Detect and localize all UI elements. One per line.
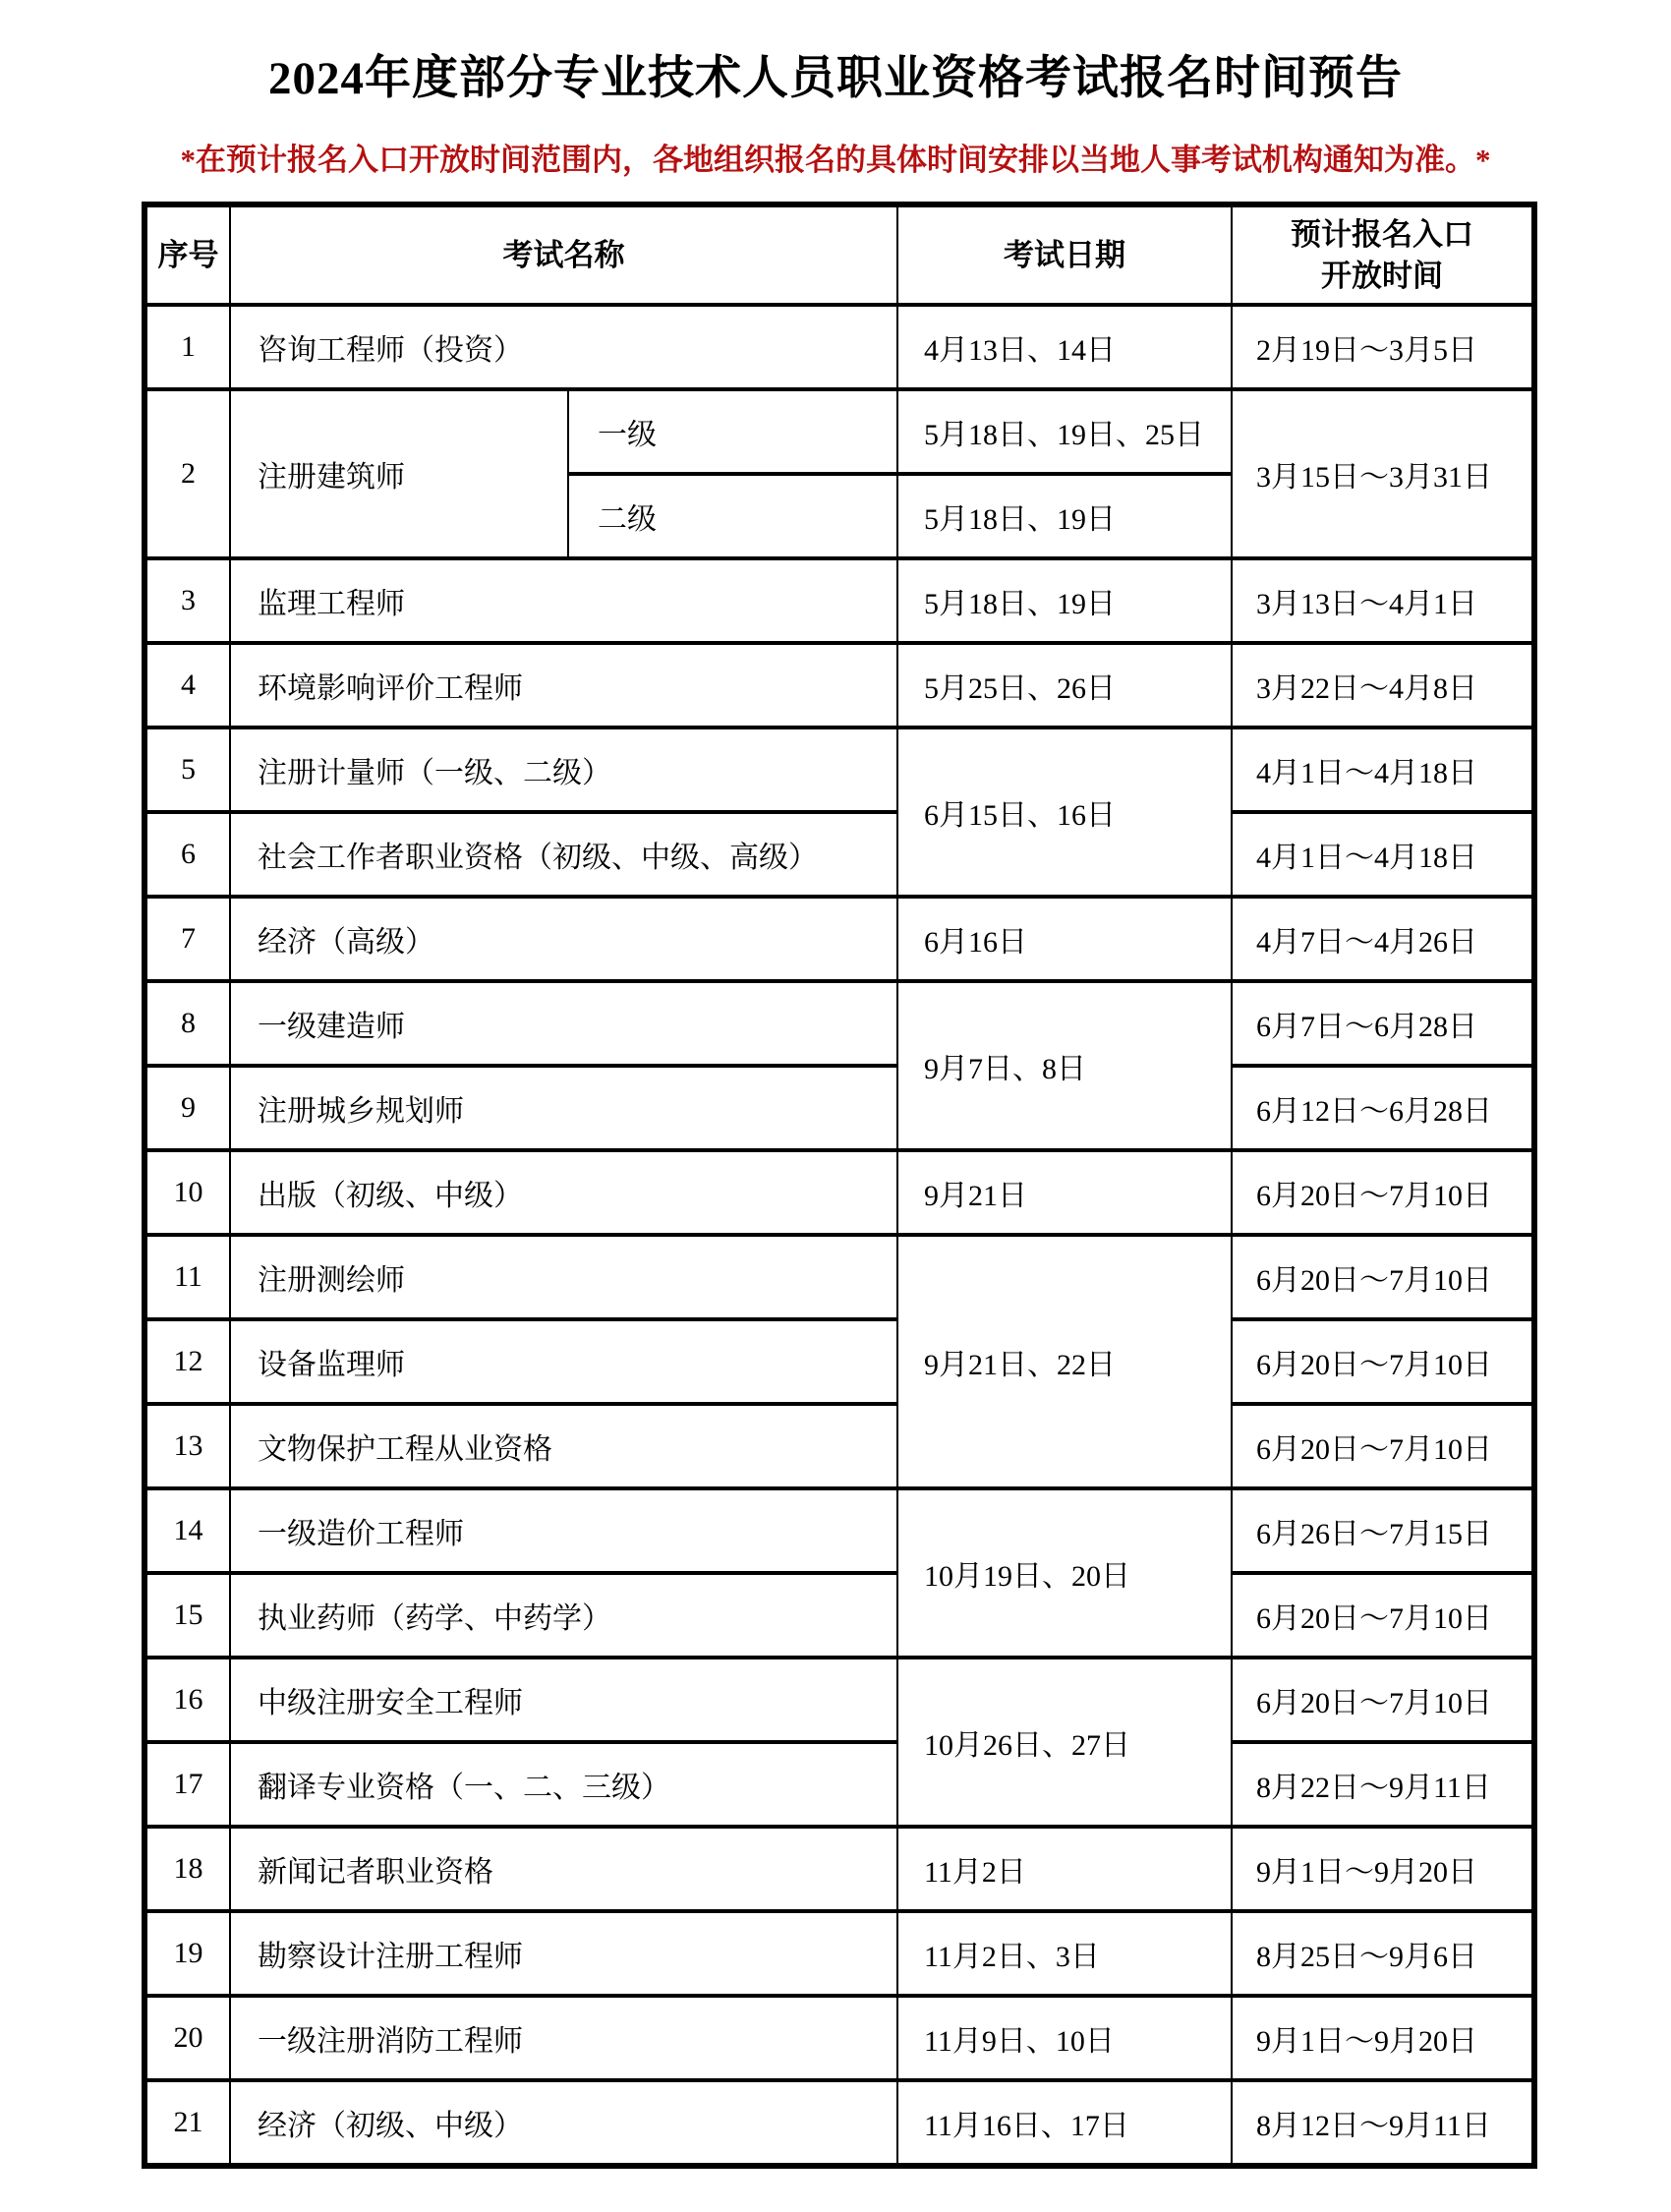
registration-window-cell: 8月25日～9月6日 [1232, 1911, 1534, 1996]
table-row [144, 1658, 1534, 1742]
header-registration-window-line1: 预计报名入口 [1291, 216, 1473, 252]
registration-window-cell: 6月12日～6月28日 [1232, 1066, 1534, 1150]
registration-window-cell: 3月13日～4月1日 [1232, 558, 1534, 643]
registration-window-cell: 6月20日～7月10日 [1232, 1404, 1534, 1488]
table-row [144, 812, 1534, 897]
row-number-cell: 13 [144, 1404, 230, 1488]
table-row [144, 1319, 1534, 1404]
registration-window-cell: 8月22日～9月11日 [1232, 1742, 1534, 1827]
registration-window-cell: 9月1日～9月20日 [1232, 1996, 1534, 2080]
header-exam-date: 考试日期 [897, 204, 1232, 305]
row-number-cell: 12 [144, 1319, 230, 1404]
table-row [144, 1404, 1534, 1488]
exam-date-cell: 11月2日 [897, 1827, 1232, 1911]
exam-name-cell: 监理工程师 [230, 558, 897, 643]
table-row [144, 1573, 1534, 1658]
table-row [144, 897, 1534, 981]
exam-level-cell: 一级 [568, 389, 897, 474]
exam-date-cell: 5月25日、26日 [897, 643, 1232, 728]
header-registration-window-line2: 开放时间 [1321, 258, 1443, 293]
page-title: 2024年度部分专业技术人员职业资格考试报名时间预告 [268, 53, 1403, 104]
table-row [144, 2080, 1534, 2166]
exam-name-cell: 执业药师（药学、中药学） [230, 1573, 897, 1658]
table-row [144, 1742, 1534, 1827]
table-header-row [144, 204, 1534, 305]
exam-name-cell: 注册计量师（一级、二级） [230, 728, 897, 812]
exam-name-cell: 新闻记者职业资格 [230, 1827, 897, 1911]
exam-name-cell: 文物保护工程从业资格 [230, 1404, 897, 1488]
table-row [144, 1066, 1534, 1150]
row-number-cell: 15 [144, 1573, 230, 1658]
row-number-cell: 16 [144, 1658, 230, 1742]
row-number-cell: 3 [144, 558, 230, 643]
table-row [144, 728, 1534, 812]
registration-window-cell: 6月7日～6月28日 [1232, 981, 1534, 1066]
exam-date-cell: 11月9日、10日 [897, 1996, 1232, 2080]
row-number-cell: 8 [144, 981, 230, 1066]
exam-date-cell: 5月18日、19日 [897, 558, 1232, 643]
row-number-cell: 21 [144, 2080, 230, 2166]
row-number-cell: 9 [144, 1066, 230, 1150]
exam-date-cell: 9月21日、22日 [897, 1235, 1232, 1488]
registration-window-cell: 3月22日～4月8日 [1232, 643, 1534, 728]
registration-window-cell: 3月15日～3月31日 [1232, 389, 1534, 558]
exam-name-cell: 注册城乡规划师 [230, 1066, 897, 1150]
exam-name-cell: 社会工作者职业资格（初级、中级、高级） [230, 812, 897, 897]
table-row [144, 981, 1534, 1066]
table-row [144, 643, 1534, 728]
exam-name-cell: 勘察设计注册工程师 [230, 1911, 897, 1996]
row-number-cell: 14 [144, 1488, 230, 1573]
exam-date-cell: 6月15日、16日 [897, 728, 1232, 897]
registration-window-cell: 2月19日～3月5日 [1232, 305, 1534, 389]
registration-window-cell: 6月20日～7月10日 [1232, 1573, 1534, 1658]
exam-name-cell: 注册测绘师 [230, 1235, 897, 1319]
registration-window-cell: 6月26日～7月15日 [1232, 1488, 1534, 1573]
table-row [144, 1827, 1534, 1911]
exam-date-cell: 11月2日、3日 [897, 1911, 1232, 1996]
row-number-cell: 1 [144, 305, 230, 389]
exam-name-cell: 一级建造师 [230, 981, 897, 1066]
header-exam-name: 考试名称 [230, 204, 897, 305]
row-number-cell: 18 [144, 1827, 230, 1911]
table-row [144, 389, 1534, 474]
exam-name-cell: 中级注册安全工程师 [230, 1658, 897, 1742]
registration-window-cell: 6月20日～7月10日 [1232, 1658, 1534, 1742]
exam-date-cell: 9月7日、8日 [897, 981, 1232, 1150]
table-row [144, 1235, 1534, 1319]
exam-level-cell: 二级 [568, 474, 897, 558]
notice-text: *在预计报名入口开放时间范围内，各地组织报名的具体时间安排以当地人事考试机构通知为准。* [180, 143, 1491, 177]
exam-date-cell: 6月16日 [897, 897, 1232, 981]
exam-name-cell: 一级注册消防工程师 [230, 1996, 897, 2080]
registration-window-cell: 6月20日～7月10日 [1232, 1235, 1534, 1319]
row-number-cell: 19 [144, 1911, 230, 1996]
table-row [144, 305, 1534, 389]
table-row [144, 558, 1534, 643]
exam-date-cell: 4月13日、14日 [897, 305, 1232, 389]
registration-window-cell: 9月1日～9月20日 [1232, 1827, 1534, 1911]
exam-date-cell: 11月16日、17日 [897, 2080, 1232, 2166]
exam-name-cell: 出版（初级、中级） [230, 1150, 897, 1235]
registration-window-cell: 8月12日～9月11日 [1232, 2080, 1534, 2166]
exam-name-cell: 经济（初级、中级） [230, 2080, 897, 2166]
table-row [144, 1488, 1534, 1573]
exam-date-cell: 10月26日、27日 [897, 1658, 1232, 1827]
table-row [144, 1911, 1534, 1996]
header-index: 序号 [144, 204, 230, 305]
registration-window-cell: 4月1日～4月18日 [1232, 812, 1534, 897]
exam-date-cell: 5月18日、19日、25日 [897, 389, 1232, 474]
exam-name-cell: 环境影响评价工程师 [230, 643, 897, 728]
exam-date-cell: 10月19日、20日 [897, 1488, 1232, 1658]
registration-window-cell: 6月20日～7月10日 [1232, 1150, 1534, 1235]
exam-date-cell: 9月21日 [897, 1150, 1232, 1235]
row-number-cell: 20 [144, 1996, 230, 2080]
row-number-cell: 10 [144, 1150, 230, 1235]
row-number-cell: 11 [144, 1235, 230, 1319]
exam-name-cell: 一级造价工程师 [230, 1488, 897, 1573]
registration-window-cell: 4月7日～4月26日 [1232, 897, 1534, 981]
row-number-cell: 6 [144, 812, 230, 897]
exam-name-cell: 翻译专业资格（一、二、三级） [230, 1742, 897, 1827]
table-row [144, 1150, 1534, 1235]
row-number-cell: 7 [144, 897, 230, 981]
exam-date-cell: 5月18日、19日 [897, 474, 1232, 558]
registration-window-cell: 6月20日～7月10日 [1232, 1319, 1534, 1404]
exam-name-cell: 注册建筑师 [230, 389, 568, 558]
row-number-cell: 4 [144, 643, 230, 728]
exam-schedule-table [142, 202, 1537, 2169]
exam-name-cell: 经济（高级） [230, 897, 897, 981]
header-registration-window [1232, 204, 1534, 305]
row-number-cell: 17 [144, 1742, 230, 1827]
exam-name-cell: 咨询工程师（投资） [230, 305, 897, 389]
registration-window-cell: 4月1日～4月18日 [1232, 728, 1534, 812]
exam-name-cell: 设备监理师 [230, 1319, 897, 1404]
row-number-cell: 5 [144, 728, 230, 812]
table-row [144, 1996, 1534, 2080]
row-number-cell: 2 [144, 389, 230, 558]
